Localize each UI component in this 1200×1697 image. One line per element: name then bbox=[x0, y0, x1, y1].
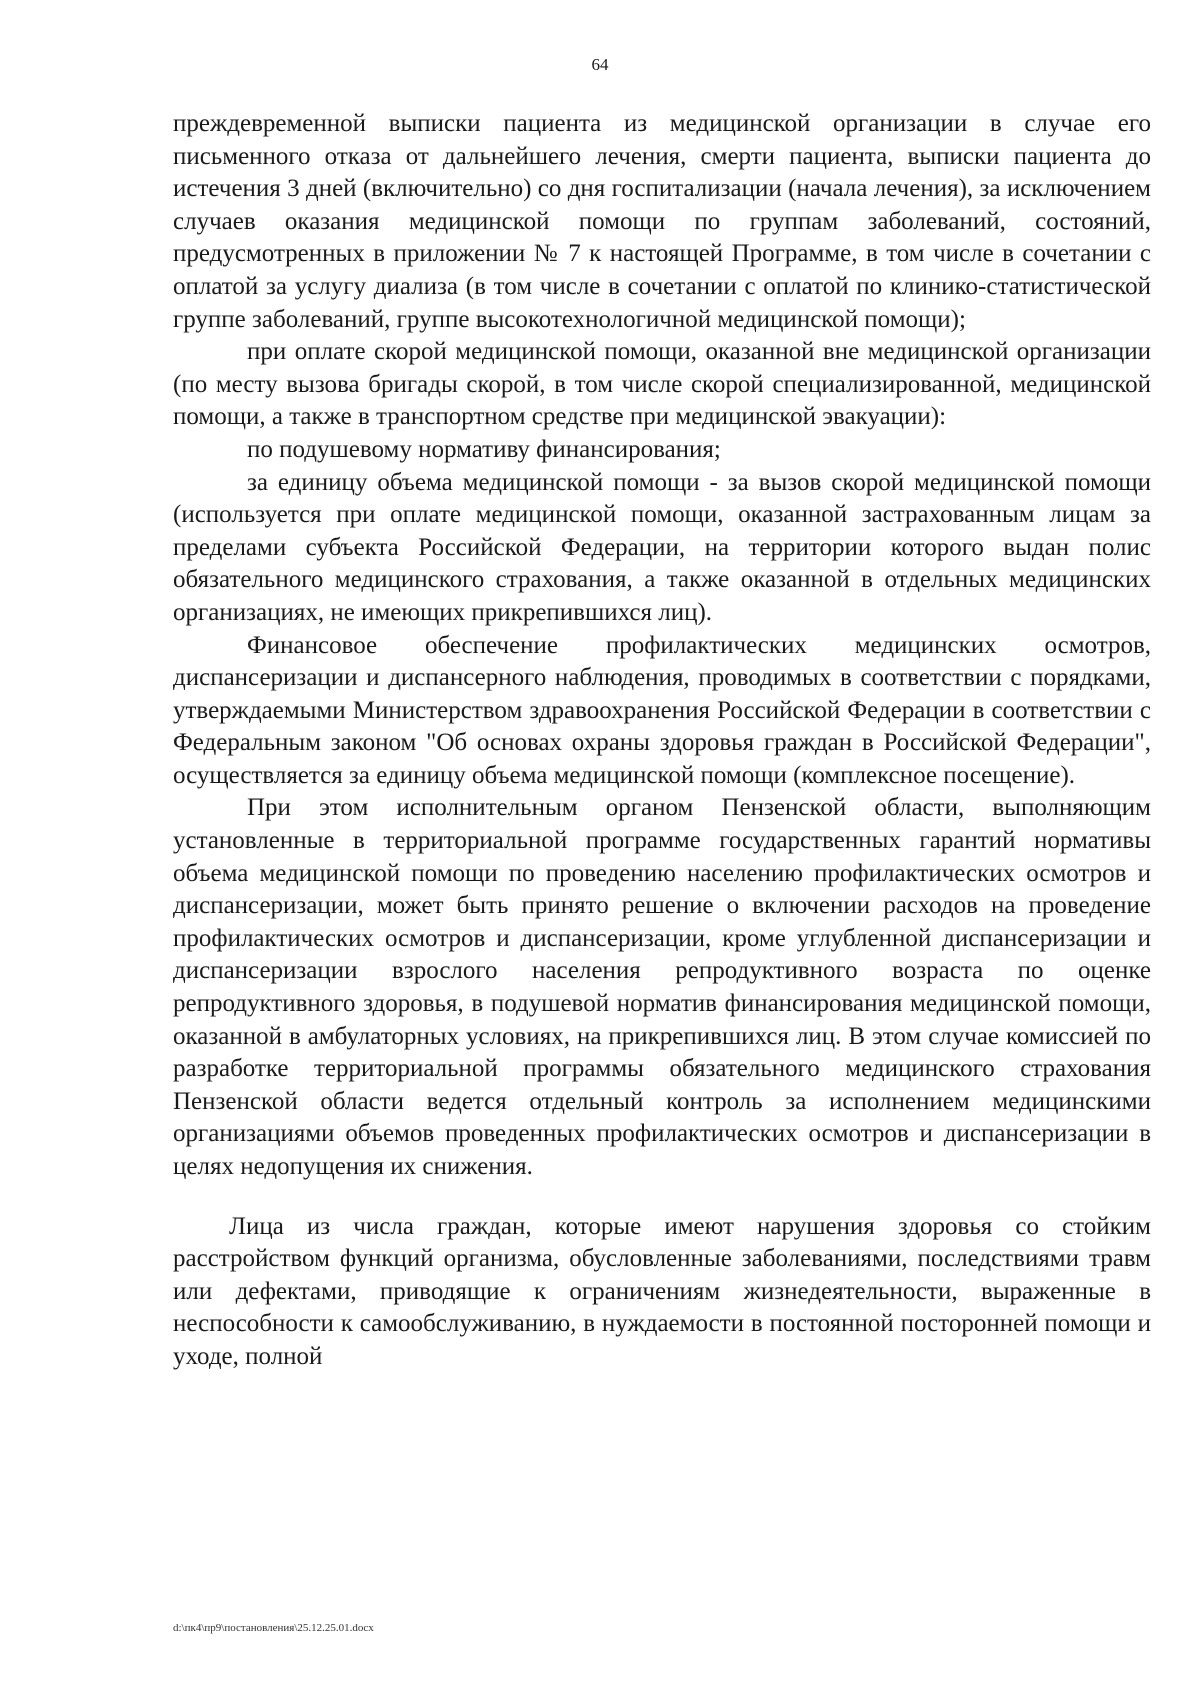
paragraph-financing: Финансовое обеспечение профилактических медицинских осмотров, диспансеризации и диспансерного наблюдения, проводимых в соответствии с порядками, утверждаемыми Министерством здравоохранения Российской Федерации в соответствии с Федеральным законом "Об основах охраны здоровья граждан в Российской Федерации", осуществляется за единицу объема медицинской помощи (комплексное посещение). bbox=[173, 631, 1151, 789]
paragraph-per-call: за единицу объема медицинской помощи - за вызов скорой медицинской помощи (используется при оплате медицинской помощи, оказанной застрахованным лицам за пределами субъекта Российской Федерации, на территории которого выдан полис обязательного медицинского страхования, а также оказанной в отдельных медицинских организациях, не имеющих прикрепившихся лиц). bbox=[173, 468, 1151, 626]
footer-file-path: d:\пк4\пр9\постановления\25.12.25.01.docx bbox=[173, 1622, 374, 1634]
paragraph-continuation: преждевременной выписки пациента из медицинской организации в случае его письменного отказа от дальнейшего лечения, смерти пациента, выписки пациента до истечения 3 дней (включительно) со дня госпитализации (начала лечения), за исключением случаев оказания медицинской помощи по группам заболеваний, состояний, предусмотренных в приложении № 7 к настоящей Программе, в том числе в сочетании с оплатой за услугу диализа (в том числе в сочетании с оплатой по клинико-статистической группе заболеваний, группе высокотехнологичной медицинской помощи); bbox=[173, 110, 1151, 333]
paragraph-persons: Лица из числа граждан, которые имеют нарушения здоровья со стойким расстройством функций организма, обусловленные заболеваниями, последствиями травм или дефектами, приводящие к ограничениям жизнедеятельности, выраженные в неспособности к самообслуживанию, в нуждаемости в постоянной посторонней помощи и уходе, полной bbox=[173, 1212, 1151, 1370]
paragraph-executive-body: При этом исполнительным органом Пензенской области, выполняющим установленные в территориальной программе государственных гарантий нормативы объема медицинской помощи по проведению населению профилактических осмотров и диспансеризации, может быть принято решение о включении расходов на проведение профилактических осмотров и диспансеризации, кроме углубленной диспансеризации и диспансеризации взрослого населения репродуктивного возраста по оценке репродуктивного здоровья, в подушевой норматив финансирования медицинской помощи, оказанной в амбулаторных условиях, на прикрепившихся лиц. В этом случае комиссией по разработке территориальной программы обязательного медицинского страхования Пензенской области ведется отдельный контроль за исполнением медицинскими организациями объемов проведенных профилактических осмотров и диспансеризации в целях недопущения их снижения. bbox=[173, 794, 1151, 1180]
document-body bbox=[173, 108, 1151, 1374]
page-number: 64 bbox=[591, 55, 609, 74]
paragraph-per-capita: по подушевому нормативу финансирования; bbox=[247, 435, 721, 463]
paragraph-ambulance-payment: при оплате скорой медицинской помощи, оказанной вне медицинской организации (по месту вызова бригады скорой, в том числе скорой специализированной, медицинской помощи, а также в транспортном средстве при медицинской эвакуации): bbox=[173, 338, 1151, 431]
